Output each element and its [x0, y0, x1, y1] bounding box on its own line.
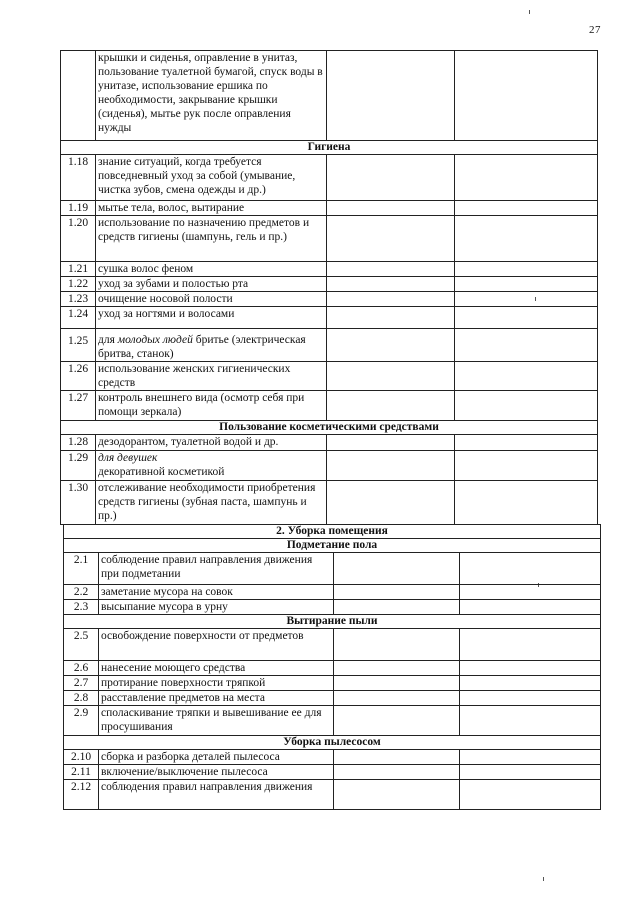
- assessment-cell[interactable]: [327, 362, 455, 391]
- table-row: [61, 292, 598, 307]
- item-number: 2.9: [64, 706, 99, 736]
- assessment-cell[interactable]: [455, 481, 598, 525]
- assessment-cell[interactable]: [327, 262, 455, 277]
- item-number: 1.29: [61, 451, 96, 481]
- assessment-cell[interactable]: [327, 307, 455, 329]
- skill-text: протирание поверхности тряпкой: [99, 676, 334, 691]
- item-number: 1.22: [61, 277, 96, 292]
- table-row: [64, 691, 601, 706]
- table-row: [61, 277, 598, 292]
- skill-text: контроль внешнего вида (осмотр себя при помощи зеркала): [96, 391, 327, 421]
- assessment-cell[interactable]: [455, 435, 598, 451]
- item-number: 2.10: [64, 750, 99, 765]
- item-number: 2.5: [64, 629, 99, 661]
- skill-text: мытье тела, волос, вытирание: [96, 201, 327, 216]
- skill-text-suffix: бритье (электрическая бритва, станок): [98, 334, 306, 360]
- skill-text: крышки и сиденья, оправление в унитаз, пользование туалетной бумагой, спуск воды в унитазе, использование ершика по необходимости, закрывание крышки (сиденья), мытье рук после оправления нужды: [96, 51, 327, 141]
- section-header-row: [64, 525, 601, 539]
- skill-text: [96, 451, 327, 481]
- assessment-cell[interactable]: [327, 329, 455, 362]
- item-number: 1.30: [61, 481, 96, 525]
- item-number: 2.3: [64, 600, 99, 615]
- assessment-cell[interactable]: [327, 435, 455, 451]
- assessment-cell[interactable]: [334, 765, 460, 780]
- item-number: 1.20: [61, 216, 96, 262]
- section-title-room-cleaning: 2. Уборка помещения: [64, 525, 601, 539]
- assessment-cell[interactable]: [327, 216, 455, 262]
- table-row: [64, 629, 601, 661]
- assessment-cell[interactable]: [334, 676, 460, 691]
- table-row: [64, 585, 601, 600]
- scan-speck: [529, 10, 530, 14]
- skill-text: заметание мусора на совок: [99, 585, 334, 600]
- skill-text: сборка и разборка деталей пылесоса: [99, 750, 334, 765]
- table-row: [61, 481, 598, 525]
- item-number: 1.23: [61, 292, 96, 307]
- assessment-cell[interactable]: [460, 661, 601, 676]
- table-row: [64, 765, 601, 780]
- skill-text: уход за ногтями и волосами: [96, 307, 327, 329]
- table-row: [61, 155, 598, 201]
- skill-text: высыпание мусора в урну: [99, 600, 334, 615]
- skill-text-line2: декоративной косметикой: [98, 466, 225, 478]
- table-row: [61, 51, 598, 141]
- assessment-cell[interactable]: [327, 155, 455, 201]
- table-row: [61, 262, 598, 277]
- skill-text: соблюдения правил направления движения: [99, 780, 334, 810]
- assessment-cell[interactable]: [455, 155, 598, 201]
- assessment-cell[interactable]: [455, 51, 598, 141]
- table-row: [61, 362, 598, 391]
- item-number: 1.27: [61, 391, 96, 421]
- item-number: 2.12: [64, 780, 99, 810]
- item-number: 2.2: [64, 585, 99, 600]
- assessment-cell[interactable]: [327, 201, 455, 216]
- item-number: 1.21: [61, 262, 96, 277]
- assessment-cell[interactable]: [327, 277, 455, 292]
- assessment-cell[interactable]: [460, 691, 601, 706]
- item-number: 2.6: [64, 661, 99, 676]
- assessment-cell[interactable]: [327, 391, 455, 421]
- assessment-cell[interactable]: [334, 706, 460, 736]
- skill-text: использование женских гигиенических средств: [96, 362, 327, 391]
- assessment-cell[interactable]: [460, 553, 601, 585]
- assessment-cell[interactable]: [460, 750, 601, 765]
- assessment-cell[interactable]: [327, 51, 455, 141]
- table-row: [64, 780, 601, 810]
- room-cleaning-checklist-table: [63, 524, 601, 810]
- number-cell: [61, 51, 96, 141]
- section-header-row: [64, 615, 601, 629]
- skill-text-prefix: для: [98, 334, 118, 346]
- assessment-cell[interactable]: [455, 451, 598, 481]
- assessment-cell[interactable]: [455, 277, 598, 292]
- table-row: [61, 307, 598, 329]
- assessment-cell[interactable]: [455, 262, 598, 277]
- assessment-cell[interactable]: [327, 481, 455, 525]
- item-number: 1.18: [61, 155, 96, 201]
- assessment-cell[interactable]: [455, 329, 598, 362]
- item-number: 1.25: [61, 329, 96, 362]
- skill-text: сушка волос феном: [96, 262, 327, 277]
- table-row: [61, 391, 598, 421]
- table-row: [64, 553, 601, 585]
- section-title-dusting: Вытирание пыли: [64, 615, 601, 629]
- skill-text: использование по назначению предметов и средств гигиены (шампунь, гель и пр.): [96, 216, 327, 262]
- section-header-row: [64, 736, 601, 750]
- assessment-cell[interactable]: [460, 765, 601, 780]
- scan-speck: [543, 877, 544, 881]
- item-number: 2.1: [64, 553, 99, 585]
- section-title-sweeping: Подметание пола: [64, 539, 601, 553]
- skill-text: освобождение поверхности от предметов: [99, 629, 334, 661]
- section-header-row: [64, 539, 601, 553]
- table-row: [64, 600, 601, 615]
- page-number: 27: [589, 24, 601, 36]
- table-row: [61, 201, 598, 216]
- assessment-cell[interactable]: [334, 661, 460, 676]
- skill-text: соблюдение правил направления движения при подметании: [99, 553, 334, 585]
- table-row: [61, 435, 598, 451]
- section-header-row: [61, 141, 598, 155]
- assessment-cell[interactable]: [334, 553, 460, 585]
- assessment-cell[interactable]: [327, 451, 455, 481]
- assessment-cell[interactable]: [334, 780, 460, 810]
- item-number: 1.19: [61, 201, 96, 216]
- section-title-hygiene: Гигиена: [61, 141, 598, 155]
- item-number: 1.24: [61, 307, 96, 329]
- item-number: 2.8: [64, 691, 99, 706]
- item-number: 2.11: [64, 765, 99, 780]
- skill-text: очищение носовой полости: [96, 292, 327, 307]
- skill-text: уход за зубами и полостью рта: [96, 277, 327, 292]
- skill-text: нанесение моющего средства: [99, 661, 334, 676]
- assessment-cell[interactable]: [455, 362, 598, 391]
- assessment-cell[interactable]: [460, 676, 601, 691]
- table-row: [64, 661, 601, 676]
- assessment-cell[interactable]: [334, 629, 460, 661]
- skill-text: знание ситуаций, когда требуется повседневный уход за собой (умывание, чистка зубов, смена одежды и др.): [96, 155, 327, 201]
- item-number: 1.26: [61, 362, 96, 391]
- assessment-cell[interactable]: [455, 292, 598, 307]
- assessment-cell[interactable]: [460, 706, 601, 736]
- item-number: 1.28: [61, 435, 96, 451]
- assessment-cell[interactable]: [334, 585, 460, 600]
- table-row: [64, 706, 601, 736]
- skill-text: включение/выключение пылесоса: [99, 765, 334, 780]
- skill-text-emphasis: молодых людей: [117, 334, 193, 346]
- assessment-cell[interactable]: [455, 201, 598, 216]
- assessment-cell[interactable]: [460, 585, 601, 600]
- skill-text: споласкивание тряпки и вывешивание ее для просушивания: [99, 706, 334, 736]
- section-title-cosmetics: Пользование косметическими средствами: [61, 421, 598, 435]
- table-row: [64, 676, 601, 691]
- assessment-cell[interactable]: [455, 307, 598, 329]
- assessment-cell[interactable]: [327, 292, 455, 307]
- assessment-cell[interactable]: [334, 600, 460, 615]
- table-row: [64, 750, 601, 765]
- assessment-cell[interactable]: [455, 391, 598, 421]
- assessment-cell[interactable]: [460, 780, 601, 810]
- assessment-cell[interactable]: [334, 750, 460, 765]
- skill-text: расставление предметов на места: [99, 691, 334, 706]
- table-row: [61, 216, 598, 262]
- section-title-vacuum: Уборка пылесосом: [64, 736, 601, 750]
- hygiene-checklist-table: [60, 50, 598, 525]
- assessment-cell[interactable]: [460, 600, 601, 615]
- skill-text: дезодорантом, туалетной водой и др.: [96, 435, 327, 451]
- skill-text: отслеживание необходимости приобретения средств гигиены (зубная паста, шампунь и пр.): [96, 481, 327, 525]
- assessment-cell[interactable]: [455, 216, 598, 262]
- item-number: 2.7: [64, 676, 99, 691]
- assessment-cell[interactable]: [460, 629, 601, 661]
- skill-text-emphasis: для девушек: [98, 452, 158, 464]
- section-header-row: [61, 421, 598, 435]
- table-row: [61, 329, 598, 362]
- table-row: [61, 451, 598, 481]
- assessment-cell[interactable]: [334, 691, 460, 706]
- skill-text: [96, 329, 327, 362]
